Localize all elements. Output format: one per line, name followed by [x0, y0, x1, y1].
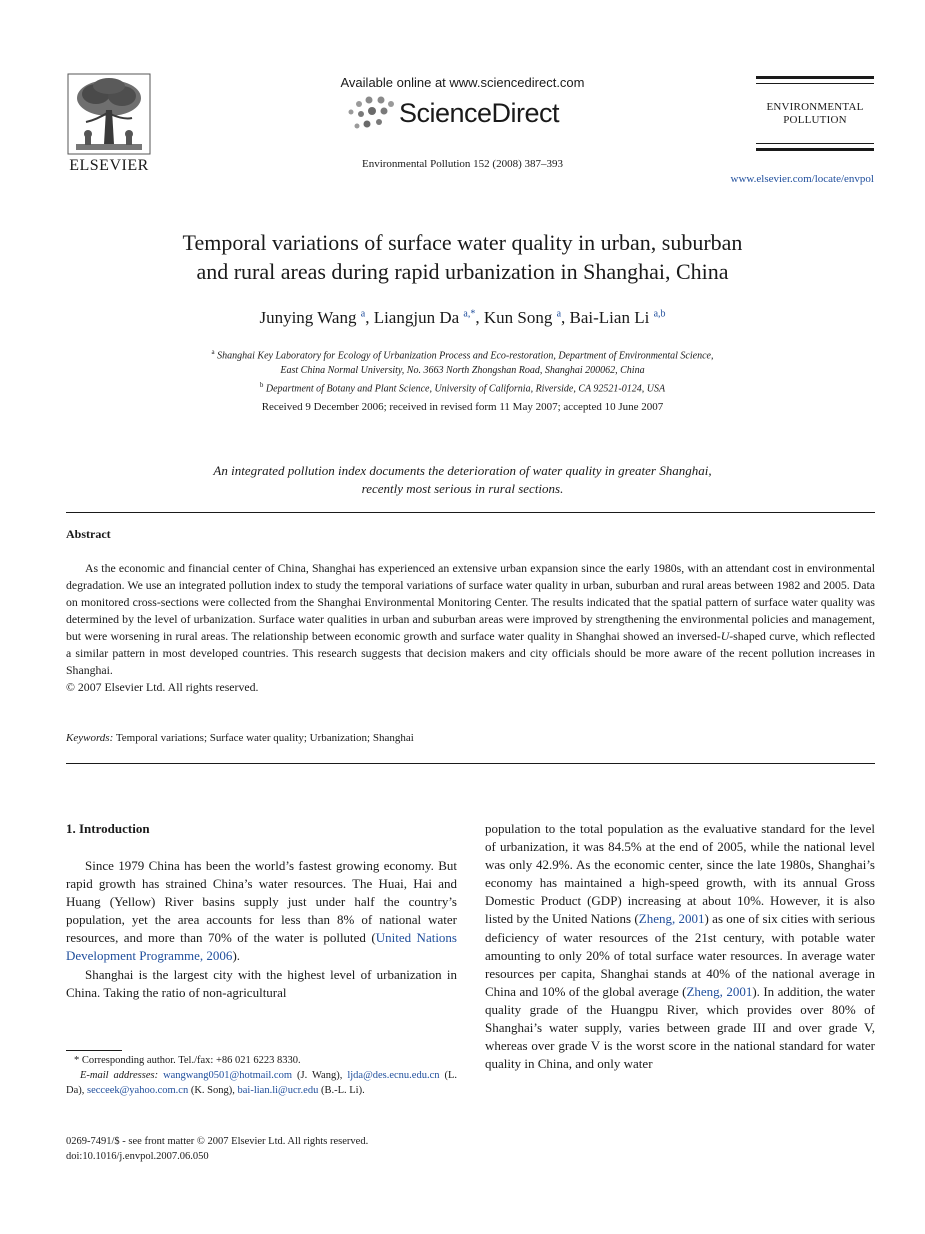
journal-masthead	[756, 76, 874, 151]
author-name[interactable]: Bai-Lian Li	[569, 308, 650, 327]
author-name[interactable]: Junying Wang	[259, 308, 357, 327]
body-text: ) as one of six cities with serious deficiency of water resources of the 21st century, with potable water amounting to only 20% of total surface water resources. In average water resources per capita, Shanghai stands at 40% of the national average in China and 10% of the global average (	[485, 911, 875, 999]
email-link[interactable]: bai-lian.li@ucr.edu	[237, 1085, 319, 1096]
body-text: population to the total population as the evaluative standard for the level of urbanization, it was 84.5% at the end of 2005, while the national level was only 42.9%. As the economic center, since the late 1980s, Shanghai’s economy has maintained a high-speed growth, with its annual Gross Domestic Product (GDP) increasing at about 10%. However, it is also listed by the United Nations (	[485, 821, 875, 927]
masthead-rule	[756, 76, 874, 79]
section-heading: 1. Introduction	[66, 821, 150, 836]
journal-name	[756, 101, 874, 127]
author-separator: ,	[561, 308, 570, 327]
journal-url-link[interactable]: www.elsevier.com/locate/envpol	[730, 173, 874, 185]
journal-citation: Environmental Pollution 152 (2008) 387–393	[361, 158, 564, 170]
publisher-name: ELSEVIER	[69, 157, 149, 174]
masthead-rule	[756, 143, 874, 144]
affil-text: East China Normal University, No. 3663 North Zhongshan Road, Shanghai 200062, China	[280, 365, 645, 377]
email-addresses	[66, 1068, 457, 1098]
article-highlight	[120, 462, 805, 498]
citation-link[interactable]: Zheng, 2001	[638, 911, 705, 927]
received-dates: Received 9 December 2006; received in revised form 11 May 2007; accepted 10 June 2007	[261, 401, 664, 413]
left-column	[66, 857, 457, 1002]
body-text: Since 1979 China has been the world’s fastest growing economy. But rapid growth has strained China’s water resources. The Huai, Hai and Huang (Yellow) River basins supply just under half the country’s population, yet the area accounts for less than 8% of national water resources, and more than 70% of the water is polluted (	[66, 858, 457, 946]
affil-text: Department of Botany and Plant Science, University of California, Riverside, CA 92521-0124, USA	[265, 383, 666, 395]
author-name[interactable]: Liangjun Da	[373, 308, 460, 327]
abstract-body	[66, 560, 875, 696]
body-text: ). In addition, the water quality grade of the Huangpu River, which provides over 80% of Shanghai’s water supply, varies between grade III and over grade V, whereas over grade V is the worst score in the national standard for water quality in China, and only water	[485, 983, 875, 1072]
sciencedirect-logo[interactable]	[345, 96, 565, 136]
footnote	[66, 1053, 457, 1098]
highlight-line: An integrated pollution index documents the deterioration of water quality in greater Shanghai,	[213, 463, 712, 478]
intro-paragraph-2: Shanghai is the largest city with the highest level of urbanization in China. Taking the ratio of non-agricultural	[66, 966, 457, 1000]
available-online[interactable]: Available online at www.sciencedirect.com	[340, 75, 585, 90]
journal-name-line: POLLUTION	[783, 114, 847, 126]
sciencedirect-dots-icon	[345, 96, 399, 134]
affiliation-b	[0, 378, 925, 396]
citation-link[interactable]: Zheng, 2001	[686, 983, 753, 999]
author-affil-mark[interactable]: a	[556, 308, 562, 320]
right-column	[485, 820, 875, 1073]
issn-line: 0269-7491/$ - see front matter © 2007 Elsevier Ltd. All rights reserved.	[66, 1136, 369, 1147]
abstract-heading: Abstract	[66, 527, 111, 541]
email-label: E-mail addresses:	[80, 1070, 159, 1081]
author-affil-mark[interactable]: a	[360, 308, 366, 320]
intro-paragraph-1	[66, 857, 457, 966]
email-link[interactable]: wangwang0501@hotmail.com	[163, 1070, 293, 1081]
sciencedirect-name: ScienceDirect	[399, 98, 560, 128]
masthead-rule	[756, 83, 874, 84]
article-title	[80, 228, 845, 286]
author-name[interactable]: Kun Song	[483, 308, 553, 327]
divider	[66, 763, 875, 764]
affil-mark: b	[259, 381, 264, 390]
author-separator: ,	[365, 308, 374, 327]
title-line: and rural areas during rapid urbanization in Shanghai, China	[196, 259, 729, 284]
abstract-copyright: © 2007 Elsevier Ltd. All rights reserved.	[66, 680, 259, 694]
corresponding-author	[66, 1053, 457, 1068]
keywords	[66, 732, 414, 744]
citation-link[interactable]: United Nations Development Programme, 2006	[66, 930, 457, 964]
masthead-rule	[756, 148, 874, 151]
footnote-rule	[66, 1050, 122, 1051]
email-owner: (K. Song),	[190, 1085, 235, 1096]
intro-paragraph-continued	[485, 820, 875, 1073]
affil-text: Shanghai Key Laboratory for Ecology of Urbanization Process and Eco-restoration, Department of Environmental Science,	[217, 350, 714, 362]
affiliation-a	[0, 345, 925, 363]
email-link[interactable]: secceek@yahoo.com.cn	[87, 1085, 189, 1096]
email-owner: (B.-L. Li).	[320, 1085, 365, 1096]
abstract-text: As the economic and financial center of China, Shanghai has experienced an extensive urban expansion since the early 1980s, with an attendant cost in environmental degradation. We use an integrated pollution index to study the temporal variations of surface water quality in urban, suburban and rural areas between 1982 and 2005. Data on monitored cross-sections were collected from the Shanghai Environmental Monitoring Center. The results indicated that the spatial pattern of surface water quality was determined by the level of urbanization. Surface water qualities in urban and suburban areas were improved by strengthening the environmental policies and management, but were worsening in rural areas. The relationship between economic growth and surface water quality in Shanghai showed an inversed-	[66, 561, 875, 643]
highlight-line: recently most serious in rural sections.	[361, 481, 564, 496]
front-matter	[66, 1134, 368, 1164]
keywords-label: Keywords:	[66, 732, 114, 744]
journal-name-line: ENVIRONMENTAL	[766, 101, 864, 113]
doi-line[interactable]: doi:10.1016/j.envpol.2007.06.050	[66, 1151, 209, 1162]
author-separator: ,	[475, 308, 484, 327]
email-link[interactable]: ljda@des.ecnu.edu.cn	[347, 1070, 440, 1081]
title-line: Temporal variations of surface water quality in urban, suburban	[182, 230, 743, 255]
divider	[66, 512, 875, 513]
footnote-text: Corresponding author. Tel./fax: +86 021 6223 8330.	[81, 1055, 301, 1066]
email-owner: (L. Da),	[66, 1070, 458, 1096]
author-affil-mark[interactable]: a,*	[463, 308, 476, 320]
abstract-italic: U	[720, 629, 730, 643]
body-text: ).	[232, 948, 241, 964]
keywords-list: Temporal variations; Surface water quality; Urbanization; Shanghai	[115, 732, 414, 744]
email-owner: (J. Wang),	[297, 1070, 343, 1081]
abstract-text: -shaped curve, which reflected a similar pattern in most developed countries. This research suggests that decision makers and city officials should be more aware of the recent pollution increases in Shanghai.	[66, 629, 875, 677]
affiliations	[0, 345, 925, 397]
affil-mark: a	[211, 348, 215, 356]
author-list	[0, 308, 925, 328]
abstract-paragraph	[66, 560, 875, 679]
author-affil-mark[interactable]: a,b	[653, 308, 666, 320]
footnote-mark: *	[74, 1055, 80, 1066]
